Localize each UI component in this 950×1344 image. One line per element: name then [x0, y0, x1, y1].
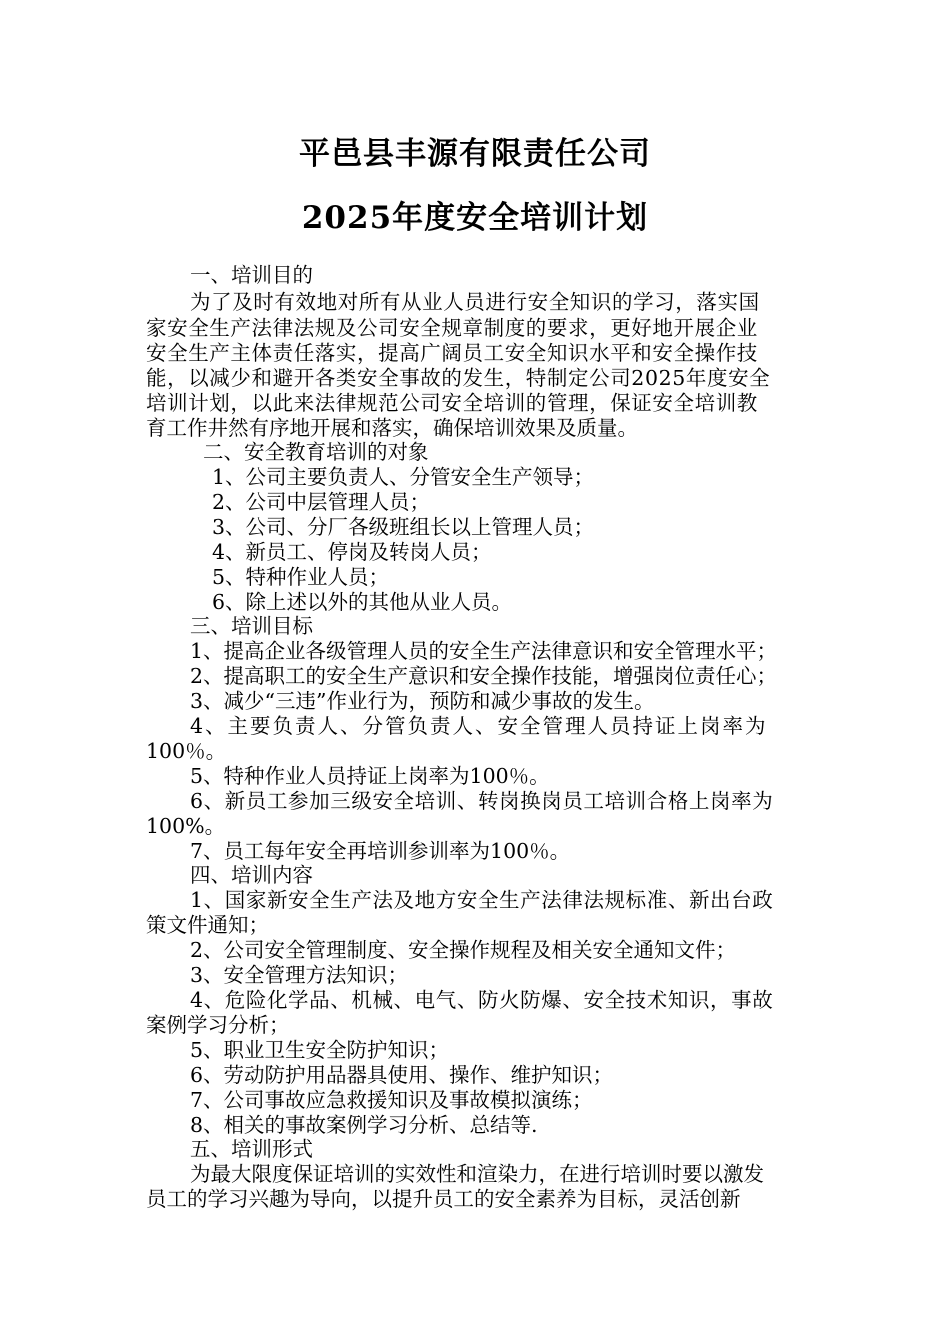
list-item: 5、职业卫生安全防护知识； — [190, 1038, 450, 1062]
section-heading-goals: 三、培训目标 — [190, 614, 313, 638]
paragraph-line: 为最大限度保证培训的实效性和渲染力，在进行培训时要以激发 — [190, 1162, 764, 1186]
section-heading-targets: 二、安全教育培训的对象 — [203, 440, 429, 464]
company-title: 平邑县丰源有限责任公司 — [299, 136, 651, 172]
paragraph-line: 安全生产主体责任落实，提高广阔员工安全知识水平和安全操作技 — [146, 341, 758, 365]
paragraph-line: 为了及时有效地对所有从业人员进行安全知识的学习，落实国 — [190, 290, 760, 314]
paragraph-line: 员工的学习兴趣为导向，以提升员工的安全素养为目标，灵活创新 — [146, 1187, 741, 1211]
list-item: 7、公司事故应急救援知识及事故模拟演练； — [190, 1088, 593, 1112]
plan-title: 2025年度安全培训计划 — [301, 200, 649, 236]
list-item: 2、公司中层管理人员； — [212, 490, 431, 514]
list-item: 6、新员工参加三级安全培训、转岗换岗员工培训合格上岗率为 — [190, 789, 774, 813]
list-item: 1、国家新安全生产法及地方安全生产法律法规标准、新出台政 — [190, 888, 774, 912]
paragraph-line: 能，以减少和避开各类安全事故的发生，特制定公司2025年度安全 — [146, 366, 771, 390]
list-item: 5、特种作业人员持证上岗率为100％。 — [190, 764, 550, 788]
list-item: 7、员工每年安全再培训参训率为100％。 — [190, 839, 571, 863]
section-heading-purpose: 一、培训目的 — [190, 263, 313, 287]
list-item-continuation: 100%。 — [146, 814, 226, 838]
list-item: 1、公司主要负责人、分管安全生产领导； — [212, 465, 595, 489]
paragraph-line: 育工作井然有序地开展和落实，确保培训效果及质量。 — [146, 416, 638, 440]
list-item: 4、危险化学品、机械、电气、防火防爆、安全技术知识，事故 — [190, 988, 774, 1012]
list-item-continuation: 100％。 — [146, 739, 227, 763]
list-item: 2、提高职工的安全生产意识和安全操作技能，增强岗位责任心； — [190, 664, 778, 688]
paragraph-line: 家安全生产法律法规及公司安全规章制度的要求，更好地开展企业 — [146, 316, 758, 340]
paragraph-line: 培训计划，以此来法律规范公司安全培训的管理，保证安全培训教 — [146, 391, 758, 415]
list-item: 3、公司、分厂各级班组长以上管理人员； — [212, 515, 595, 539]
list-item: 4、新员工、停岗及转岗人员； — [212, 540, 492, 564]
list-item: 2、公司安全管理制度、安全操作规程及相关安全通知文件； — [190, 938, 737, 962]
list-item: 6、除上述以外的其他从业人员。 — [212, 590, 513, 614]
section-heading-content: 四、培训内容 — [190, 863, 313, 887]
list-item: 5、特种作业人员； — [212, 565, 390, 589]
list-item: 8、相关的事故案例学习分析、总结等. — [190, 1113, 538, 1137]
list-item: 4、主要负责人、分管负责人、安全管理人员持证上岗率为 — [190, 714, 768, 738]
section-heading-format: 五、培训形式 — [190, 1137, 313, 1161]
list-item: 1、提高企业各级管理人员的安全生产法律意识和安全管理水平； — [190, 639, 778, 663]
list-item: 3、减少“三违”作业行为，预防和减少事故的发生。 — [190, 689, 655, 713]
list-item-continuation: 案例学习分析； — [146, 1013, 290, 1037]
list-item: 3、安全管理方法知识； — [190, 963, 409, 987]
list-item: 6、劳动防护用品器具使用、操作、维护知识； — [190, 1063, 614, 1087]
list-item-continuation: 策文件通知； — [146, 913, 269, 937]
